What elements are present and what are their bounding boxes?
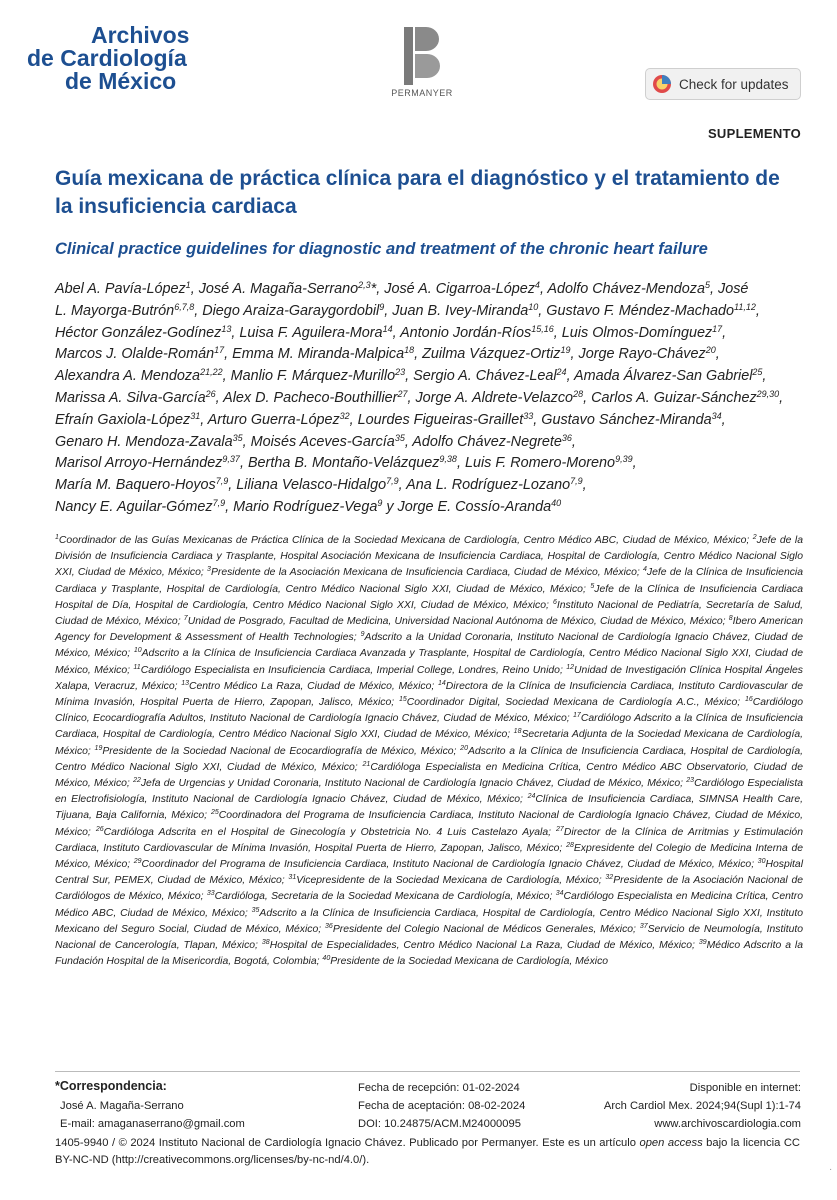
author-list [55, 279, 805, 519]
affiliation-number: 5 [590, 582, 595, 590]
author-separator: , [392, 324, 401, 341]
author-affiliation-ref: 34 [711, 410, 722, 421]
affiliation-text: Jefe de la Clínica de Insuficiencia Cardiaca y Trasplante, Hospital de Cardiología, Centro Médico Nacional Siglo XXI, Ciudad de México, México; [55, 567, 804, 595]
author-separator: , [407, 389, 416, 406]
journal-logo-line-3: de México [65, 68, 177, 94]
affiliation-text: Adscrito a la Clínica de Insuficiencia Cardiaca, Hospital de Cardiología, Centro Médico Nacional Siglo XXI, Instituto Mexicano del Seguro Social, Ciudad de México, México; [55, 907, 803, 935]
author-affiliation-ref: 21,22 [200, 367, 223, 378]
affiliation-number: 37 [639, 922, 648, 930]
author-name: José A. Magaña-Serrano [198, 281, 359, 297]
affiliation-number: 10 [133, 647, 142, 655]
author-name: Abel A. Pavía-López [55, 281, 186, 297]
author-name: Moisés Aceves-García [250, 433, 395, 450]
affiliation-number: 11 [133, 663, 141, 671]
author-name: Adolfo Chávez-Mendoza [547, 281, 705, 297]
author-affiliation-ref: 19 [560, 345, 571, 356]
author-affiliation-ref: 17 [214, 345, 225, 356]
affiliation-text: Médico Adscrito a la Fundación Hospital de la Misericordia, Bogotá, Colombia; [55, 940, 804, 968]
author-affiliation-ref: 10 [528, 301, 539, 312]
author-separator: , [225, 498, 234, 515]
affiliation-number: 1 [55, 534, 59, 541]
author-separator: , [721, 411, 726, 428]
author-affiliation-ref: 7,9 [215, 476, 229, 487]
affiliation-number: 23 [686, 777, 695, 785]
author-name: Lourdes Figueiras-Graillet [357, 411, 524, 428]
affiliation-text: Presidente de la Sociedad Nacional de Ecocardiografía de México, México; [102, 745, 457, 757]
author-name: Alexandra A. Mendoza [55, 368, 201, 385]
author-separator: , [722, 324, 727, 341]
affiliation-text: Expresidente del Colegio de Medicina Interna de México, México; [55, 842, 804, 871]
correspondence-name: José A. Magaña-Serrano [60, 1100, 184, 1112]
affiliation-text: Cardiólogo Adscrito a la Clínica de Insuficiencia Cardiaca, Hospital de Cardiología, Centro Médico Nacional Siglo XXI, Ciudad de México, México; [55, 713, 803, 741]
author-name: Emma M. Miranda-Malpica [232, 346, 405, 363]
author-name: Adolfo Chávez-Negrete [412, 433, 562, 450]
affiliation-number: 8 [728, 615, 733, 623]
affiliation-number: 22 [133, 777, 141, 785]
author-name: Antonio Jordán-Ríos [400, 324, 532, 341]
author-name: Alex D. Pacheco-Bouthillier [223, 389, 398, 406]
author-name: Gustavo F. Méndez-Machado [546, 302, 734, 319]
affiliation-text: Adscrito a la Clínica de Insuficiencia Cardiaca Avanzada y Trasplante, Hospital de Cardiología, Centro Médico Nacional Siglo XXI, Ciudad de México, México; [55, 648, 803, 676]
author-separator: , [194, 302, 203, 319]
author-name: Luisa F. Aguilera-Mora [239, 324, 383, 341]
correspondence-email[interactable]: E-mail: amaganaserrano@gmail.com [60, 1118, 245, 1130]
author-separator: , [762, 368, 767, 385]
author-name: Juan B. Ivey-Miranda [392, 302, 529, 319]
author-separator: , [570, 346, 579, 363]
affiliation-text: Hospital de Especialidades, Centro Médico Nacional La Raza, Ciudad de México, México; [269, 940, 695, 952]
affiliation-number: 15 [398, 696, 407, 704]
affiliation-text: Adscrito a la Clínica de Insuficiencia Cardiaca, Hospital de Cardiología, Centro Médico Nacional Siglo XXI, Ciudad de México, México; [55, 745, 803, 773]
author-separator: , [349, 411, 358, 428]
author-affiliation-ref: 35 [394, 432, 405, 443]
affiliation-text: Coordinador de las Guías Mexicanas de Práctica Clínica de la Sociedad Mexicana de Cardiología, Centro Médico ABC, Ciudad de México, México; [58, 535, 750, 546]
affiliation-number: 25 [211, 809, 219, 817]
author-line [55, 323, 805, 345]
affiliation-number: 29 [133, 858, 142, 866]
affiliation-text: Cardiólogo Clínico, Ecocardiografía Adultos, Instituto Nacional de Cardiología Ignacio Chávez, Ciudad de México, México; [55, 697, 804, 725]
author-affiliation-ref: 5 [705, 280, 711, 290]
author-separator: , [222, 368, 231, 385]
author-separator: , [231, 324, 240, 341]
publisher-name: PERMANYER [391, 88, 453, 98]
author-line [55, 301, 805, 323]
journal-logo-line-2: de Cardiología [27, 45, 187, 71]
author-affiliation-ref: 1 [185, 280, 191, 290]
affiliation-number: 13 [181, 679, 189, 687]
affiliation-text: Cardióloga, Secretaria de la Sociedad Mexicana de Cardiología, México; [214, 891, 553, 903]
author-affiliation-ref: 20 [705, 345, 716, 356]
author-name: Jorge A. Aldrete-Velazco [415, 389, 574, 406]
affiliation-text: Jefe de la División de Insuficiencia Cardiaca y Trasplante, Hospital Asociación Mexicana de Insuficiencia Cardiaca, Hospital de Cardiología, Centro Médico Nacional Siglo XXI, Ciudad de México, México; [55, 535, 803, 579]
affiliation-text: Jefa de Urgencias y Unidad Coronaria, Instituto Nacional de Cardiología Ignacio Chávez, Ciudad de México, México; [140, 778, 684, 790]
affiliation-text: Presidente de la Asociación Mexicana de Insuficiencia Cardiaca, Ciudad de México, México; [210, 567, 640, 579]
author-separator: , [215, 389, 224, 406]
author-affiliation-ref: 2,3 [358, 280, 371, 290]
affiliation-text: Unidad de Investigación Clínica Hospital Ángeles Xalapa, Veracruz, México; [55, 664, 804, 692]
affiliation-number: 20 [460, 744, 468, 752]
correspondence-heading: *Correspondencia: [55, 1079, 167, 1093]
affiliation-number: 26 [95, 825, 104, 833]
accepted-date: Fecha de aceptación: 08-02-2024 [358, 1100, 526, 1112]
affiliation-number: 9 [360, 631, 365, 639]
author-line [55, 497, 805, 519]
author-name: Zuilma Vázquez-Ortiz [422, 346, 561, 363]
author-affiliation-ref: 14 [382, 323, 393, 334]
author-affiliation-ref: 24 [556, 367, 567, 378]
affiliation-text: Centro Médico La Raza, Ciudad de México, México; [189, 680, 435, 692]
author-separator: , [539, 281, 548, 297]
author-name: Sergio A. Chávez-Leal [413, 368, 557, 385]
author-name: José A. Cigarroa-López [384, 281, 535, 297]
author-line [55, 453, 805, 475]
dates-block [358, 1079, 525, 1133]
author-separator: , José [710, 281, 749, 297]
author-affiliation-ref: 40 [551, 497, 562, 508]
doi[interactable]: DOI: 10.24875/ACM.M24000095 [358, 1118, 521, 1130]
affiliation-number: 35 [251, 906, 260, 914]
author-affiliation-ref: 15,16 [531, 323, 554, 334]
affiliation-number: 38 [261, 939, 270, 947]
author-affiliation-ref: 9,37 [222, 454, 240, 465]
author-affiliation-ref: 31 [190, 410, 201, 421]
affiliation-text: Directora de la Clínica de Insuficiencia Cardiaca, Instituto Cardiovascular de Mínima Invasión, Hospital Puerta de Hierro, Zapopan, Jalisco, México; [55, 680, 803, 709]
author-name: Gustavo Sánchez-Miranda [541, 411, 712, 428]
edge-mark: . [829, 1162, 832, 1173]
check-for-updates-button[interactable] [645, 68, 801, 100]
author-line [55, 410, 805, 432]
affiliation-text: Servicio de Neumología, Instituto Nacional de Cancerología, Tlapan, México; [55, 923, 804, 952]
author-name: Bertha B. Montaño-Velázquez [247, 455, 440, 472]
author-separator: , [779, 389, 784, 406]
affiliation-text: Coordinadora del Programa de Insuficiencia Cardiaca, Instituto Nacional de Cardiología Ignacio Chávez, Ciudad de México, México; [55, 810, 803, 838]
author-name: Manlio F. Márquez-Murillo [230, 368, 396, 385]
author-line [55, 344, 805, 366]
author-separator: , [200, 411, 208, 428]
author-name: Marcos J. Olalde-Román [55, 346, 215, 363]
author-name: Jorge Rayo-Chávez [578, 346, 706, 363]
author-name: Marissa A. Silva-García [55, 389, 206, 406]
affiliation-number: 17 [573, 712, 581, 720]
author-affiliation-ref: 4 [534, 280, 540, 290]
author-name: Genaro H. Mendoza-Zavala [55, 433, 233, 450]
author-affiliation-ref: 13 [221, 323, 232, 334]
author-separator: *, [370, 281, 385, 297]
affiliation-number: 39 [698, 939, 707, 947]
affiliation-text: Cardiólogo Especialista en Medicina Crítica, Centro Médico ABC, Ciudad de México, México; [55, 891, 803, 919]
author-separator: , [414, 346, 423, 363]
journal-logo [27, 24, 189, 93]
affiliation-text: Cardiólogo Especialista en Electrofisiología, Instituto Nacional de Cardiología Ignacio Chávez, Ciudad de México, México; [55, 778, 803, 806]
affiliation-number: 32 [605, 874, 614, 882]
author-affiliation-ref: 6,7,8 [174, 301, 195, 312]
author-affiliation-ref: 9 [377, 497, 383, 508]
author-line [55, 475, 805, 497]
affiliation-text: Unidad de Posgrado, Facultad de Medicina, Universidad Nacional Autónoma de México, Ciudad de México, México; [187, 616, 726, 628]
affiliation-number: 3 [207, 566, 211, 574]
author-affiliation-ref: 7,9 [212, 497, 226, 508]
author-affiliation-ref: 27 [397, 388, 408, 399]
permanyer-logo-icon [402, 27, 442, 85]
website-link[interactable]: www.archivoscardiologia.com [654, 1118, 801, 1130]
affiliation-number: 28 [566, 841, 574, 849]
author-line [55, 279, 805, 301]
footer-divider [55, 1071, 800, 1072]
author-affiliation-ref: 35 [232, 432, 243, 443]
author-separator: , [582, 477, 587, 494]
affiliation-number: 14 [438, 679, 446, 687]
author-name: Amada Álvarez-San Gabriel [574, 368, 753, 385]
author-affiliation-ref: 7,9 [386, 476, 399, 487]
affiliation-number: 12 [566, 663, 575, 671]
affiliation-number: 21 [362, 760, 371, 768]
author-affiliation-ref: 9,39 [615, 454, 633, 465]
author-name: Jorge E. Cossío-Aranda [397, 498, 552, 515]
article-title-english: Clinical practice guidelines for diagnostic and treatment of the chronic heart failure [55, 240, 708, 258]
author-separator: , [224, 346, 233, 363]
author-affiliation-ref: 18 [404, 345, 415, 356]
affiliation-text: Coordinador del Programa de Insuficiencia Cardiaca, Instituto Nacional de Cardiología Ignacio Chávez, Ciudad de México, México; [141, 859, 755, 871]
author-separator: , [456, 455, 465, 472]
affiliation-text: Coordinador Digital, Sociedad Mexicana de Cardiología A.C., México; [406, 697, 741, 709]
affiliation-number: 7 [183, 615, 188, 623]
license-text-end: bajo la licencia CC BY-NC-ND (http://creativecommons.org/licenses/by-nc-nd/4.0/). [55, 1137, 800, 1166]
author-affiliation-ref: 7,9 [570, 476, 583, 487]
author-separator: , [398, 477, 407, 494]
author-affiliation-ref: 9,38 [439, 454, 457, 465]
affiliation-text: Presidente de la Asociación Nacional de Cardiólogos de México, México; [55, 875, 804, 903]
author-affiliation-ref: 32 [339, 410, 350, 421]
affiliation-text: Director de la Clínica de Arritmias y Estimulación Cardiaca, Instituto Cardiovascular de Mínima Invasión, Hospital Puerta de Hierro, Zapopan, Jalisco, México; [55, 826, 803, 854]
author-separator: , [242, 433, 251, 450]
affiliation-number: 4 [643, 566, 647, 574]
author-name: Nancy E. Aguilar-Gómez [55, 498, 213, 515]
article-title: Guía mexicana de práctica clínica para el diagnóstico y el tratamiento de la insuficiencia cardiaca [55, 167, 780, 218]
author-affiliation-ref: 28 [573, 388, 584, 399]
author-name: Marisol Arroyo-Hernández [55, 455, 223, 472]
license-text-start: 1405-9940 / © 2024 Instituto Nacional de Cardiología Ignacio Chávez. Publicado por Permanyer. Este es un artículo [55, 1137, 640, 1149]
author-name: Mario Rodríguez-Vega [233, 498, 378, 515]
author-affiliation-ref: 17 [712, 323, 723, 334]
correspondence-block [60, 1097, 245, 1133]
author-separator: , [405, 368, 414, 385]
author-name: Diego Araiza-Garaygordobil [202, 302, 380, 319]
available-label: Disponible en internet: [689, 1082, 801, 1094]
author-affiliation-ref: 9 [379, 301, 385, 312]
author-separator: , [533, 411, 542, 428]
author-affiliation-ref: 33 [523, 410, 534, 421]
availability-block [604, 1079, 801, 1133]
author-separator: , [190, 281, 199, 297]
author-separator: , [715, 346, 720, 363]
section-label: SUPLEMENTO [707, 126, 801, 141]
author-separator: y [382, 498, 398, 515]
author-affiliation-ref: 23 [395, 367, 406, 378]
affiliation-text: Cardióloga Especialista en Medicina Crítica, Centro Médico ABC Observatorio, Ciudad de México, México; [55, 761, 803, 790]
affiliation-list [55, 533, 803, 970]
affiliation-number: 19 [94, 744, 103, 752]
author-line [55, 432, 805, 454]
author-line [55, 366, 805, 388]
affiliation-text: Hospital Central Sur, PEMEX, Ciudad de México, México; [55, 859, 804, 887]
author-name: Arturo Guerra-López [207, 411, 340, 428]
author-separator: , [571, 433, 576, 450]
author-separator: , [538, 302, 547, 319]
author-name: Luis F. Romero-Moreno [464, 455, 616, 472]
author-separator: , [384, 302, 393, 319]
affiliation-number: 34 [555, 890, 564, 898]
affiliation-text: Cardiólogo Especialista en Insuficiencia Cardiaca, Imperial College, Londres, Reino Unido; [140, 664, 563, 676]
author-separator: , [228, 477, 237, 494]
author-affiliation-ref: 25 [752, 367, 763, 378]
affiliation-text: Presidente del Colegio Nacional de Médicos Generales, México; [332, 923, 636, 935]
author-affiliation-ref: 29,30 [756, 388, 780, 399]
author-separator: , [566, 368, 575, 385]
license-notice [55, 1135, 800, 1169]
affiliation-number: 33 [206, 890, 215, 898]
author-name: Liliana Velasco-Hidalgo [236, 477, 387, 494]
affiliation-number: 27 [556, 825, 564, 833]
affiliation-text: Secretaria Adjunta de la Sociedad Mexicana de Cardiología, México; [55, 729, 804, 757]
author-name: María M. Baquero-Hoyos [55, 477, 216, 494]
received-date: Fecha de recepción: 01-02-2024 [358, 1082, 520, 1094]
author-separator: L. [55, 302, 71, 319]
affiliation-number: 18 [513, 728, 522, 736]
affiliation-number: 16 [744, 696, 753, 704]
affiliation-text: Jefe de la Clínica de Insuficiencia Cardiaca Hospital de Día, Hospital de Cardiología, Centro Médico Nacional Siglo XXI, Ciudad de México, México; [55, 583, 803, 611]
license-open-access: open access [639, 1137, 703, 1149]
author-separator: , [583, 389, 592, 406]
author-separator: , [755, 302, 760, 319]
author-line [55, 388, 805, 410]
author-name: Efraín Gaxiola-López [55, 411, 191, 428]
author-affiliation-ref: 26 [205, 388, 216, 399]
affiliation-number: 24 [527, 793, 536, 801]
affiliation-number: 36 [325, 922, 333, 930]
journal-logo-line-1: Archivos [91, 22, 190, 48]
crossmark-icon [652, 74, 672, 94]
author-separator: , [553, 324, 562, 341]
affiliation-text: Instituto Nacional de Pediatría, Secretaría de Salud, Ciudad de México, México; [55, 599, 803, 628]
author-separator: , [239, 455, 248, 472]
publisher-logo [382, 27, 462, 98]
affiliation-number: 31 [288, 874, 297, 882]
author-separator: , [632, 455, 637, 472]
author-affiliation-ref: 36 [561, 432, 572, 443]
affiliation-number: 6 [552, 598, 557, 606]
author-name: Carlos A. Guizar-Sánchez [591, 389, 757, 406]
affiliation-text: Vicepresidente de la Sociedad Mexicana de Cardiología, México; [296, 875, 602, 887]
check-for-updates-label: Check for updates [679, 76, 789, 92]
affiliation-number: 30 [757, 858, 766, 866]
affiliation-text: Ibero American Agency for Development & Assessment of Health Technologies; [55, 616, 804, 644]
author-affiliation-ref: 11,12 [734, 301, 756, 312]
author-name: Mayorga-Butrón [71, 302, 175, 319]
affiliation-number: 2 [752, 534, 757, 541]
affiliation-text: Adscrito a la Unidad Coronaria, Instituto Nacional de Cardiología Ignacio Chávez, Ciudad de México, México; [55, 632, 804, 660]
affiliation-number: 40 [322, 955, 331, 963]
author-separator: , [404, 433, 413, 450]
author-name: Luis Olmos-Domínguez [561, 324, 713, 341]
author-name: Ana L. Rodríguez-Lozano [406, 477, 571, 494]
affiliation-text: Clínica de Insuficiencia Cardiaca, SIMNSA Health Care, Tijuana, Baja California, México; [55, 794, 804, 822]
affiliation-text: Presidente de la Sociedad Mexicana de Cardiología, México [330, 956, 609, 968]
author-name: Héctor González-Godínez [55, 324, 222, 341]
affiliation-text: Cardióloga Adscrita en el Hospital de Ginecología y Obstetricia No. 4 Luis Castelazo Ayala; [103, 826, 551, 838]
citation: Arch Cardiol Mex. 2024;94(Supl 1):1-74 [603, 1100, 801, 1112]
